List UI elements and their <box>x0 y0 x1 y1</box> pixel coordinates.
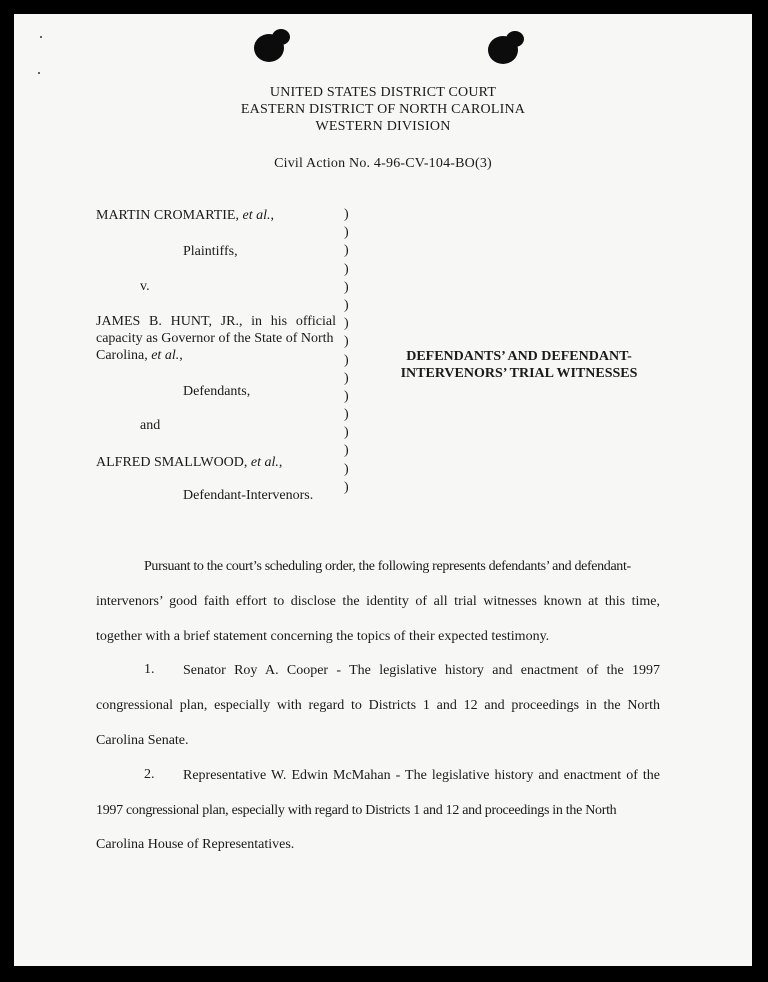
paren: ) <box>344 425 349 441</box>
defendants-label: Defendants, <box>183 384 251 399</box>
intervenors-label: Defendant-Intervenors. <box>183 488 314 503</box>
court-name: UNITED STATES DISTRICT COURT <box>269 85 497 100</box>
speck <box>40 36 42 38</box>
document-title <box>384 348 654 382</box>
item-2-number: 2. <box>144 767 155 782</box>
paren: ) <box>344 370 349 386</box>
paren: ) <box>344 352 349 368</box>
intro-line-1: Pursuant to the court’s scheduling order, the following represents defendants’ and defendant- <box>144 559 631 574</box>
paren: ) <box>344 461 349 477</box>
paren: ) <box>344 388 349 404</box>
item-1-line-2: congressional plan, especially with regard to Districts 1 and 12 and proceedings in the North <box>96 698 660 713</box>
speck <box>38 72 40 74</box>
paren: ) <box>344 479 349 495</box>
paren: ) <box>344 316 349 332</box>
comma: , <box>278 455 283 470</box>
intervenor-name <box>96 454 282 471</box>
paren: ) <box>344 407 349 423</box>
paren: ) <box>344 443 349 459</box>
plaintiff-name <box>96 207 274 224</box>
paren: ) <box>344 279 349 295</box>
document-page <box>14 14 752 966</box>
et-al: et al. <box>242 208 271 223</box>
court-division: WESTERN DIVISION <box>315 119 451 134</box>
item-2-line-2: 1997 congressional plan, especially with regard to Districts 1 and 12 and proceedings in the North <box>96 803 617 818</box>
title-line-2: INTERVENORS’ TRIAL WITNESSES <box>400 366 638 381</box>
versus: v. <box>140 279 150 294</box>
item-2-line-1: Representative W. Edwin McMahan - The legislative history and enactment of the <box>183 768 660 783</box>
punch-hole-left <box>254 34 284 62</box>
punch-hole-right <box>488 36 518 64</box>
intervenor-name-text: ALFRED SMALLWOOD, <box>96 455 251 470</box>
defendant-description <box>96 313 336 364</box>
defendant-line-3-text: Carolina, <box>96 348 152 363</box>
paren: ) <box>344 334 349 350</box>
court-header <box>14 84 752 135</box>
defendant-line-1: JAMES B. HUNT, JR., in his official <box>96 314 336 329</box>
paren: ) <box>344 261 349 277</box>
paren: ) <box>344 243 349 259</box>
paren: ) <box>344 225 349 241</box>
comma: , <box>179 348 183 363</box>
defendant-line-3 <box>96 347 336 364</box>
item-2-line-3: Carolina House of Representatives. <box>96 837 295 852</box>
comma: , <box>270 208 274 223</box>
et-al: et al. <box>151 348 180 363</box>
paren: ) <box>344 207 349 222</box>
plaintiffs-label: Plaintiffs, <box>183 244 238 259</box>
et-al: et al. <box>250 455 279 470</box>
court-district: EASTERN DISTRICT OF NORTH CAROLINA <box>240 102 526 117</box>
civil-action-number: Civil Action No. 4-96-CV-104-BO(3) <box>274 156 492 171</box>
defendant-line-2: capacity as Governor of the State of North <box>96 331 334 346</box>
item-1-number: 1. <box>144 662 155 677</box>
intro-line-2: intervenors’ good faith effort to disclose the identity of all trial witnesses known at this time, <box>96 594 660 609</box>
title-line-1: DEFENDANTS’ AND DEFENDANT- <box>406 349 632 364</box>
item-1-line-3: Carolina Senate. <box>96 733 189 748</box>
item-1-line-1: Senator Roy A. Cooper - The legislative history and enactment of the 1997 <box>183 663 660 678</box>
intro-line-3: together with a brief statement concerning the topics of their expected testimony. <box>96 629 550 644</box>
paren: ) <box>344 297 349 313</box>
caption-parentheses <box>344 206 349 497</box>
and-label: and <box>140 418 161 433</box>
plaintiff-name-text: MARTIN CROMARTIE, <box>96 208 243 223</box>
